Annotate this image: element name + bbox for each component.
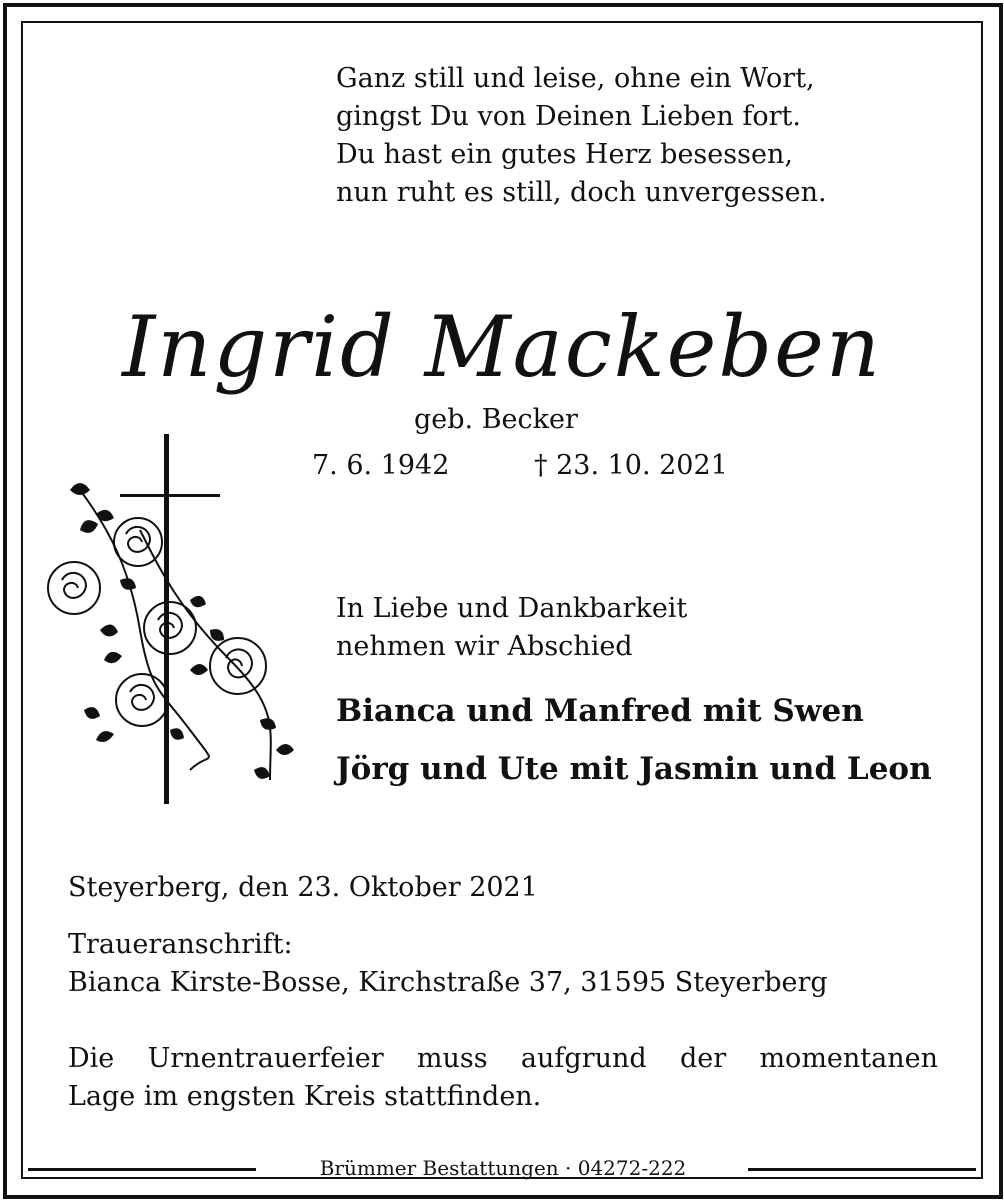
farewell-line: In Liebe und Dankbarkeit [336,593,688,624]
poem-line: Ganz still und leise, ohne ein Wort, [336,63,815,94]
address-label: Traueranschrift: [68,929,293,960]
maiden-name: geb. Becker [414,404,578,435]
farewell-text [336,590,687,666]
mourner-line: Jörg und Ute mit Jasmin und Leon [336,751,932,787]
rose-icon [114,518,162,566]
address-line: Bianca Kirste-Bosse, Kirchstraße 37, 31595 Steyerberg [68,967,828,998]
footer-rule-left [28,1168,256,1171]
poem-line: nun ruht es still, doch unvergessen. [336,177,827,208]
deceased-name: Ingrid Mackeben [122,298,882,396]
ceremony-line: Die Urnentrauerfeier muss aufgrund der momentanen [68,1043,938,1074]
farewell-line: nehmen wir Abschied [336,631,633,662]
poem [336,60,827,212]
place-date: Steyerberg, den 23. Oktober 2021 [68,872,538,903]
death-date: † 23. 10. 2021 [534,450,728,481]
birth-date: 7. 6. 1942 [312,450,450,481]
mourning-address [68,926,828,1002]
footer-rule-right [748,1168,976,1171]
funeral-home-footer: Brümmer Bestattungen · 04272-222 [319,1156,687,1180]
ceremony-line: Lage im engsten Kreis stattfinden. [68,1081,542,1112]
poem-line: Du hast ein gutes Herz besessen, [336,139,793,170]
cross-with-roses-icon [40,430,310,810]
ceremony-notice [68,1040,938,1116]
mourner-line: Bianca und Manfred mit Swen [336,693,864,729]
poem-line: gingst Du von Deinen Lieben fort. [336,101,801,132]
mourners [336,682,932,798]
